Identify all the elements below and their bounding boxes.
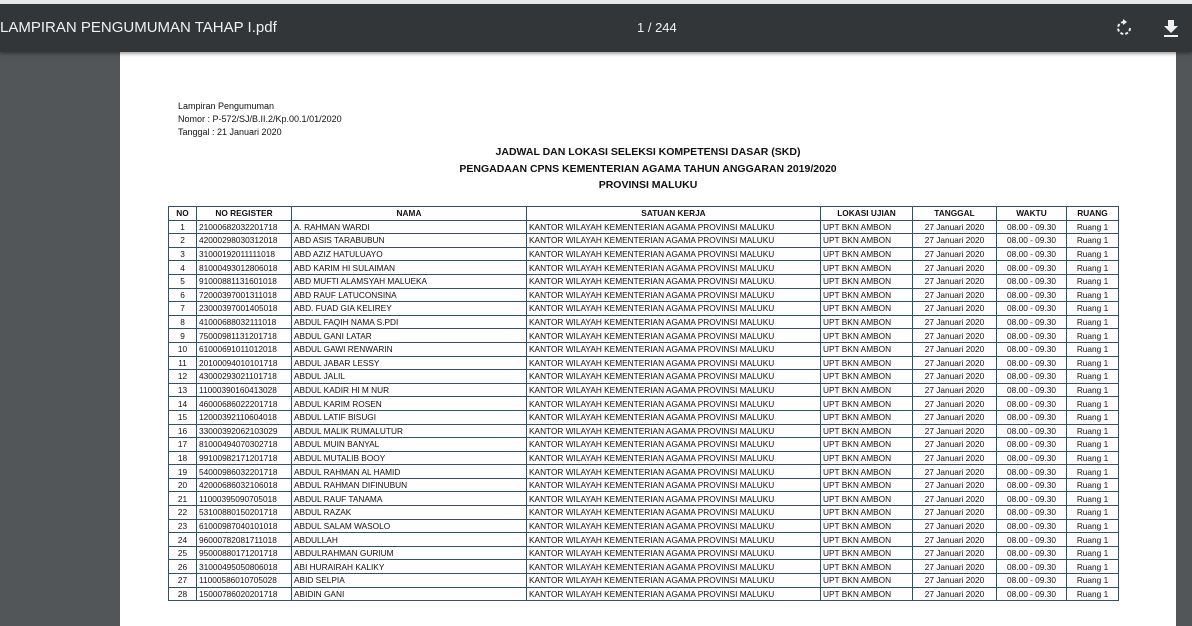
cell-no-register: 81000493012806018 <box>197 261 292 275</box>
cell-tanggal: 27 Januari 2020 <box>913 519 997 533</box>
cell-satuan-kerja: KANTOR WILAYAH KEMENTERIAN AGAMA PROVINSI MALUKU <box>527 424 821 438</box>
cell-tanggal: 27 Januari 2020 <box>913 370 997 384</box>
cell-no: 12 <box>169 370 197 384</box>
cell-no: 25 <box>169 546 197 560</box>
cell-ruang: Ruang 1 <box>1067 451 1119 465</box>
cell-satuan-kerja: KANTOR WILAYAH KEMENTERIAN AGAMA PROVINSI MALUKU <box>527 370 821 384</box>
rotate-icon[interactable] <box>1113 17 1135 39</box>
cell-satuan-kerja: KANTOR WILAYAH KEMENTERIAN AGAMA PROVINSI MALUKU <box>527 220 821 234</box>
total-pages: 244 <box>655 20 677 35</box>
cell-no-register: 43000293021101718 <box>197 370 292 384</box>
cell-no: 8 <box>169 315 197 329</box>
cell-waktu: 08.00 - 09.30 <box>997 383 1067 397</box>
table-row <box>169 274 1119 288</box>
cell-no-register: 31000495050806018 <box>197 560 292 574</box>
cell-waktu: 08.00 - 09.30 <box>997 288 1067 302</box>
cell-satuan-kerja: KANTOR WILAYAH KEMENTERIAN AGAMA PROVINSI MALUKU <box>527 274 821 288</box>
cell-no: 2 <box>169 234 197 248</box>
document-meta <box>178 100 342 139</box>
cell-no: 24 <box>169 533 197 547</box>
table-row <box>169 410 1119 424</box>
table-row <box>169 356 1119 370</box>
table-row <box>169 574 1119 588</box>
table-row <box>169 288 1119 302</box>
cell-satuan-kerja: KANTOR WILAYAH KEMENTERIAN AGAMA PROVINSI MALUKU <box>527 234 821 248</box>
table-row <box>169 506 1119 520</box>
cell-nama: ABDUL RAHMAN DIFINUBUN <box>292 478 527 492</box>
cell-tanggal: 27 Januari 2020 <box>913 302 997 316</box>
cell-no-register: 20100094010101718 <box>197 356 292 370</box>
cell-lokasi-ujian: UPT BKN AMBON <box>821 247 913 261</box>
cell-ruang: Ruang 1 <box>1067 234 1119 248</box>
table-row <box>169 587 1119 601</box>
cell-ruang: Ruang 1 <box>1067 397 1119 411</box>
cell-no-register: 11000390160413028 <box>197 383 292 397</box>
table-row <box>169 220 1119 234</box>
cell-lokasi-ujian: UPT BKN AMBON <box>821 519 913 533</box>
cell-tanggal: 27 Januari 2020 <box>913 451 997 465</box>
cell-nama: ABI HURAIRAH KALIKY <box>292 560 527 574</box>
table-row <box>169 383 1119 397</box>
cell-no: 11 <box>169 356 197 370</box>
cell-nama: ABDUL RAHMAN AL HAMID <box>292 465 527 479</box>
cell-tanggal: 27 Januari 2020 <box>913 560 997 574</box>
cell-nama: ABDULRAHMAN GURIUM <box>292 546 527 560</box>
cell-no: 16 <box>169 424 197 438</box>
cell-tanggal: 27 Januari 2020 <box>913 492 997 506</box>
cell-tanggal: 27 Januari 2020 <box>913 533 997 547</box>
page-indicator <box>637 20 677 35</box>
meta-lampiran: Lampiran Pengumuman <box>178 101 275 111</box>
cell-satuan-kerja: KANTOR WILAYAH KEMENTERIAN AGAMA PROVINSI MALUKU <box>527 478 821 492</box>
cell-tanggal: 27 Januari 2020 <box>913 288 997 302</box>
cell-ruang: Ruang 1 <box>1067 329 1119 343</box>
cell-ruang: Ruang 1 <box>1067 587 1119 601</box>
cell-lokasi-ujian: UPT BKN AMBON <box>821 315 913 329</box>
cell-ruang: Ruang 1 <box>1067 519 1119 533</box>
cell-ruang: Ruang 1 <box>1067 465 1119 479</box>
cell-no-register: 41000688032111018 <box>197 315 292 329</box>
cell-satuan-kerja: KANTOR WILAYAH KEMENTERIAN AGAMA PROVINSI MALUKU <box>527 410 821 424</box>
table-row <box>169 465 1119 479</box>
cell-ruang: Ruang 1 <box>1067 342 1119 356</box>
cell-no: 4 <box>169 261 197 275</box>
cell-no-register: 33000392062103029 <box>197 424 292 438</box>
cell-ruang: Ruang 1 <box>1067 383 1119 397</box>
cell-no-register: 21000682032201718 <box>197 220 292 234</box>
cell-satuan-kerja: KANTOR WILAYAH KEMENTERIAN AGAMA PROVINSI MALUKU <box>527 519 821 533</box>
cell-no: 20 <box>169 478 197 492</box>
cell-waktu: 08.00 - 09.30 <box>997 424 1067 438</box>
cell-ruang: Ruang 1 <box>1067 288 1119 302</box>
cell-lokasi-ujian: UPT BKN AMBON <box>821 274 913 288</box>
cell-ruang: Ruang 1 <box>1067 533 1119 547</box>
cell-no-register: 46000686022201718 <box>197 397 292 411</box>
cell-ruang: Ruang 1 <box>1067 546 1119 560</box>
cell-waktu: 08.00 - 09.30 <box>997 438 1067 452</box>
cell-satuan-kerja: KANTOR WILAYAH KEMENTERIAN AGAMA PROVINSI MALUKU <box>527 342 821 356</box>
cell-nama: ABDUL SALAM WASOLO <box>292 519 527 533</box>
meta-tanggal: Tanggal : 21 Januari 2020 <box>178 127 282 137</box>
download-icon[interactable] <box>1160 17 1182 39</box>
cell-no-register: 31000192011111018 <box>197 247 292 261</box>
cell-waktu: 08.00 - 09.30 <box>997 315 1067 329</box>
cell-nama: ABD RAUF LATUCONSINA <box>292 288 527 302</box>
header-ruang: RUANG <box>1067 207 1119 221</box>
cell-lokasi-ujian: UPT BKN AMBON <box>821 465 913 479</box>
cell-no: 3 <box>169 247 197 261</box>
table-row <box>169 370 1119 384</box>
cell-lokasi-ujian: UPT BKN AMBON <box>821 478 913 492</box>
cell-ruang: Ruang 1 <box>1067 247 1119 261</box>
cell-satuan-kerja: KANTOR WILAYAH KEMENTERIAN AGAMA PROVINSI MALUKU <box>527 465 821 479</box>
table-row <box>169 397 1119 411</box>
cell-satuan-kerja: KANTOR WILAYAH KEMENTERIAN AGAMA PROVINSI MALUKU <box>527 546 821 560</box>
cell-no-register: 54000986032201718 <box>197 465 292 479</box>
cell-waktu: 08.00 - 09.30 <box>997 302 1067 316</box>
table-row <box>169 261 1119 275</box>
cell-satuan-kerja: KANTOR WILAYAH KEMENTERIAN AGAMA PROVINSI MALUKU <box>527 587 821 601</box>
cell-waktu: 08.00 - 09.30 <box>997 356 1067 370</box>
cell-no: 26 <box>169 560 197 574</box>
table-row <box>169 519 1119 533</box>
cell-nama: ABDULLAH <box>292 533 527 547</box>
cell-no: 13 <box>169 383 197 397</box>
cell-no-register: 11000586010705028 <box>197 574 292 588</box>
cell-nama: ABDUL GANI LATAR <box>292 329 527 343</box>
cell-satuan-kerja: KANTOR WILAYAH KEMENTERIAN AGAMA PROVINSI MALUKU <box>527 506 821 520</box>
cell-nama: ABID SELPIA <box>292 574 527 588</box>
table-header-row <box>169 207 1119 221</box>
table-row <box>169 302 1119 316</box>
cell-no-register: 11000395090705018 <box>197 492 292 506</box>
cell-tanggal: 27 Januari 2020 <box>913 342 997 356</box>
cell-nama: ABDUL RAZAK <box>292 506 527 520</box>
cell-waktu: 08.00 - 09.30 <box>997 492 1067 506</box>
cell-no-register: 61000987040101018 <box>197 519 292 533</box>
cell-ruang: Ruang 1 <box>1067 478 1119 492</box>
scrollbar-track[interactable] <box>1176 52 1192 626</box>
cell-waktu: 08.00 - 09.30 <box>997 274 1067 288</box>
cell-nama: ABD. FUAD GIA KELIREY <box>292 302 527 316</box>
cell-lokasi-ujian: UPT BKN AMBON <box>821 383 913 397</box>
cell-nama: ABIDIN GANI <box>292 587 527 601</box>
cell-tanggal: 27 Januari 2020 <box>913 397 997 411</box>
cell-nama: ABDUL RAUF TANAMA <box>292 492 527 506</box>
cell-tanggal: 27 Januari 2020 <box>913 261 997 275</box>
cell-no: 18 <box>169 451 197 465</box>
page-separator: / <box>644 20 656 35</box>
header-tanggal: TANGGAL <box>913 207 997 221</box>
cell-nama: ABD MUFTI ALAMSYAH MALUEKA <box>292 274 527 288</box>
cell-no: 23 <box>169 519 197 533</box>
cell-nama: ABDUL JALIL <box>292 370 527 384</box>
table-row <box>169 247 1119 261</box>
cell-lokasi-ujian: UPT BKN AMBON <box>821 574 913 588</box>
cell-waktu: 08.00 - 09.30 <box>997 587 1067 601</box>
cell-no-register: 53100880150201718 <box>197 506 292 520</box>
cell-no-register: 15000786020201718 <box>197 587 292 601</box>
cell-lokasi-ujian: UPT BKN AMBON <box>821 220 913 234</box>
cell-lokasi-ujian: UPT BKN AMBON <box>821 288 913 302</box>
cell-waktu: 08.00 - 09.30 <box>997 574 1067 588</box>
title-line-1: JADWAL DAN LOKASI SELEKSI KOMPETENSI DASAR (SKD) <box>495 146 801 158</box>
cell-lokasi-ujian: UPT BKN AMBON <box>821 329 913 343</box>
cell-waktu: 08.00 - 09.30 <box>997 329 1067 343</box>
cell-tanggal: 27 Januari 2020 <box>913 410 997 424</box>
header-lokasi-ujian: LOKASI UJIAN <box>821 207 913 221</box>
table-row <box>169 451 1119 465</box>
cell-tanggal: 27 Januari 2020 <box>913 438 997 452</box>
title-line-2: PENGADAAN CPNS KEMENTERIAN AGAMA TAHUN ANGGARAN 2019/2020 <box>459 162 837 175</box>
title-line-3: PROVINSI MALUKU <box>598 179 698 191</box>
header-satuan-kerja: SATUAN KERJA <box>527 207 821 221</box>
cell-ruang: Ruang 1 <box>1067 274 1119 288</box>
cell-ruang: Ruang 1 <box>1067 506 1119 520</box>
cell-satuan-kerja: KANTOR WILAYAH KEMENTERIAN AGAMA PROVINSI MALUKU <box>527 560 821 574</box>
header-waktu: WAKTU <box>997 207 1067 221</box>
cell-nama: ABD ASIS TARABUBUN <box>292 234 527 248</box>
cell-satuan-kerja: KANTOR WILAYAH KEMENTERIAN AGAMA PROVINSI MALUKU <box>527 288 821 302</box>
cell-tanggal: 27 Januari 2020 <box>913 234 997 248</box>
cell-no: 22 <box>169 506 197 520</box>
cell-lokasi-ujian: UPT BKN AMBON <box>821 302 913 316</box>
cell-no: 21 <box>169 492 197 506</box>
cell-no-register: 91000881131601018 <box>197 274 292 288</box>
cell-satuan-kerja: KANTOR WILAYAH KEMENTERIAN AGAMA PROVINSI MALUKU <box>527 451 821 465</box>
cell-waktu: 08.00 - 09.30 <box>997 546 1067 560</box>
cell-tanggal: 27 Januari 2020 <box>913 465 997 479</box>
schedule-table <box>168 206 1119 601</box>
cell-no-register: 12000392110604018 <box>197 410 292 424</box>
cell-no: 7 <box>169 302 197 316</box>
cell-waktu: 08.00 - 09.30 <box>997 247 1067 261</box>
cell-lokasi-ujian: UPT BKN AMBON <box>821 533 913 547</box>
cell-nama: ABDUL GAWI RENWARIN <box>292 342 527 356</box>
cell-no-register: 42000298030312018 <box>197 234 292 248</box>
cell-waktu: 08.00 - 09.30 <box>997 506 1067 520</box>
cell-no: 19 <box>169 465 197 479</box>
cell-lokasi-ujian: UPT BKN AMBON <box>821 546 913 560</box>
header-no-register: NO REGISTER <box>197 207 292 221</box>
cell-waktu: 08.00 - 09.30 <box>997 410 1067 424</box>
cell-ruang: Ruang 1 <box>1067 438 1119 452</box>
cell-nama: ABDUL KADIR HI M NUR <box>292 383 527 397</box>
cell-tanggal: 27 Januari 2020 <box>913 424 997 438</box>
cell-no-register: 61000691011012018 <box>197 342 292 356</box>
cell-lokasi-ujian: UPT BKN AMBON <box>821 261 913 275</box>
cell-lokasi-ujian: UPT BKN AMBON <box>821 234 913 248</box>
file-name: LAMPIRAN PENGUMUMAN TAHAP I.pdf <box>0 19 277 36</box>
cell-no: 1 <box>169 220 197 234</box>
cell-tanggal: 27 Januari 2020 <box>913 587 997 601</box>
table-row <box>169 234 1119 248</box>
cell-ruang: Ruang 1 <box>1067 356 1119 370</box>
cell-tanggal: 27 Januari 2020 <box>913 315 997 329</box>
cell-ruang: Ruang 1 <box>1067 410 1119 424</box>
cell-waktu: 08.00 - 09.30 <box>997 370 1067 384</box>
cell-satuan-kerja: KANTOR WILAYAH KEMENTERIAN AGAMA PROVINSI MALUKU <box>527 329 821 343</box>
cell-no-register: 23000397001405018 <box>197 302 292 316</box>
cell-no: 10 <box>169 342 197 356</box>
cell-no-register: 96000782081711018 <box>197 533 292 547</box>
cell-lokasi-ujian: UPT BKN AMBON <box>821 397 913 411</box>
cell-lokasi-ujian: UPT BKN AMBON <box>821 410 913 424</box>
cell-ruang: Ruang 1 <box>1067 261 1119 275</box>
cell-tanggal: 27 Januari 2020 <box>913 274 997 288</box>
cell-tanggal: 27 Januari 2020 <box>913 329 997 343</box>
cell-no-register: 99100982171201718 <box>197 451 292 465</box>
cell-lokasi-ujian: UPT BKN AMBON <box>821 451 913 465</box>
cell-satuan-kerja: KANTOR WILAYAH KEMENTERIAN AGAMA PROVINSI MALUKU <box>527 247 821 261</box>
cell-no-register: 42000686032106018 <box>197 478 292 492</box>
cell-lokasi-ujian: UPT BKN AMBON <box>821 424 913 438</box>
cell-ruang: Ruang 1 <box>1067 220 1119 234</box>
cell-satuan-kerja: KANTOR WILAYAH KEMENTERIAN AGAMA PROVINSI MALUKU <box>527 261 821 275</box>
cell-waktu: 08.00 - 09.30 <box>997 220 1067 234</box>
cell-waktu: 08.00 - 09.30 <box>997 560 1067 574</box>
cell-waktu: 08.00 - 09.30 <box>997 478 1067 492</box>
cell-no: 17 <box>169 438 197 452</box>
cell-waktu: 08.00 - 09.30 <box>997 465 1067 479</box>
cell-no-register: 95000880171201718 <box>197 546 292 560</box>
cell-satuan-kerja: KANTOR WILAYAH KEMENTERIAN AGAMA PROVINSI MALUKU <box>527 302 821 316</box>
meta-nomor: Nomor : P-572/SJ/B.II.2/Kp.00.1/01/2020 <box>178 114 342 124</box>
cell-satuan-kerja: KANTOR WILAYAH KEMENTERIAN AGAMA PROVINSI MALUKU <box>527 315 821 329</box>
cell-waktu: 08.00 - 09.30 <box>997 234 1067 248</box>
cell-waktu: 08.00 - 09.30 <box>997 261 1067 275</box>
current-page[interactable]: 1 <box>637 20 645 35</box>
cell-satuan-kerja: KANTOR WILAYAH KEMENTERIAN AGAMA PROVINSI MALUKU <box>527 492 821 506</box>
document-title <box>120 144 1176 194</box>
cell-no-register: 75000981131201718 <box>197 329 292 343</box>
cell-waktu: 08.00 - 09.30 <box>997 451 1067 465</box>
cell-lokasi-ujian: UPT BKN AMBON <box>821 370 913 384</box>
header-nama: NAMA <box>292 207 527 221</box>
cell-lokasi-ujian: UPT BKN AMBON <box>821 587 913 601</box>
cell-waktu: 08.00 - 09.30 <box>997 342 1067 356</box>
cell-nama: ABD KARIM HI SULAIMAN <box>292 261 527 275</box>
cell-no: 28 <box>169 587 197 601</box>
cell-no: 5 <box>169 274 197 288</box>
cell-nama: ABD AZIZ HATULUAYO <box>292 247 527 261</box>
cell-tanggal: 27 Januari 2020 <box>913 546 997 560</box>
cell-ruang: Ruang 1 <box>1067 424 1119 438</box>
cell-waktu: 08.00 - 09.30 <box>997 519 1067 533</box>
table-row <box>169 342 1119 356</box>
header-no: NO <box>169 207 197 221</box>
table-row <box>169 315 1119 329</box>
table-row <box>169 533 1119 547</box>
cell-no-register: 81000494070302718 <box>197 438 292 452</box>
cell-waktu: 08.00 - 09.30 <box>997 533 1067 547</box>
cell-ruang: Ruang 1 <box>1067 560 1119 574</box>
cell-lokasi-ujian: UPT BKN AMBON <box>821 342 913 356</box>
cell-satuan-kerja: KANTOR WILAYAH KEMENTERIAN AGAMA PROVINSI MALUKU <box>527 356 821 370</box>
table-row <box>169 546 1119 560</box>
cell-ruang: Ruang 1 <box>1067 492 1119 506</box>
cell-tanggal: 27 Januari 2020 <box>913 574 997 588</box>
cell-satuan-kerja: KANTOR WILAYAH KEMENTERIAN AGAMA PROVINSI MALUKU <box>527 438 821 452</box>
pdf-page <box>120 52 1176 626</box>
cell-ruang: Ruang 1 <box>1067 574 1119 588</box>
cell-no: 15 <box>169 410 197 424</box>
cell-satuan-kerja: KANTOR WILAYAH KEMENTERIAN AGAMA PROVINSI MALUKU <box>527 574 821 588</box>
cell-lokasi-ujian: UPT BKN AMBON <box>821 492 913 506</box>
cell-satuan-kerja: KANTOR WILAYAH KEMENTERIAN AGAMA PROVINSI MALUKU <box>527 397 821 411</box>
cell-lokasi-ujian: UPT BKN AMBON <box>821 438 913 452</box>
cell-nama: ABDUL JABAR LESSY <box>292 356 527 370</box>
cell-lokasi-ujian: UPT BKN AMBON <box>821 356 913 370</box>
cell-no: 14 <box>169 397 197 411</box>
table-row <box>169 492 1119 506</box>
cell-no: 27 <box>169 574 197 588</box>
cell-tanggal: 27 Januari 2020 <box>913 220 997 234</box>
table-row <box>169 329 1119 343</box>
cell-nama: A. RAHMAN WARDI <box>292 220 527 234</box>
cell-waktu: 08.00 - 09.30 <box>997 397 1067 411</box>
table-row <box>169 478 1119 492</box>
cell-tanggal: 27 Januari 2020 <box>913 383 997 397</box>
cell-satuan-kerja: KANTOR WILAYAH KEMENTERIAN AGAMA PROVINSI MALUKU <box>527 533 821 547</box>
cell-no-register: 72000397001311018 <box>197 288 292 302</box>
cell-ruang: Ruang 1 <box>1067 315 1119 329</box>
table-row <box>169 560 1119 574</box>
cell-lokasi-ujian: UPT BKN AMBON <box>821 506 913 520</box>
cell-tanggal: 27 Januari 2020 <box>913 247 997 261</box>
cell-nama: ABDUL FAQIH NAMA S.PDI <box>292 315 527 329</box>
cell-ruang: Ruang 1 <box>1067 370 1119 384</box>
cell-nama: ABDUL KARIM ROSEN <box>292 397 527 411</box>
cell-no: 6 <box>169 288 197 302</box>
cell-nama: ABDUL MALIK RUMALUTUR <box>292 424 527 438</box>
cell-tanggal: 27 Januari 2020 <box>913 506 997 520</box>
cell-tanggal: 27 Januari 2020 <box>913 356 997 370</box>
pdf-toolbar <box>0 4 1192 52</box>
cell-no: 9 <box>169 329 197 343</box>
cell-lokasi-ujian: UPT BKN AMBON <box>821 560 913 574</box>
cell-nama: ABDUL MUIN BANYAL <box>292 438 527 452</box>
cell-ruang: Ruang 1 <box>1067 302 1119 316</box>
cell-satuan-kerja: KANTOR WILAYAH KEMENTERIAN AGAMA PROVINSI MALUKU <box>527 383 821 397</box>
cell-nama: ABDUL MUTALIB BOOY <box>292 451 527 465</box>
table-row <box>169 438 1119 452</box>
table-row <box>169 424 1119 438</box>
cell-nama: ABDUL LATIF BISUGI <box>292 410 527 424</box>
cell-tanggal: 27 Januari 2020 <box>913 478 997 492</box>
